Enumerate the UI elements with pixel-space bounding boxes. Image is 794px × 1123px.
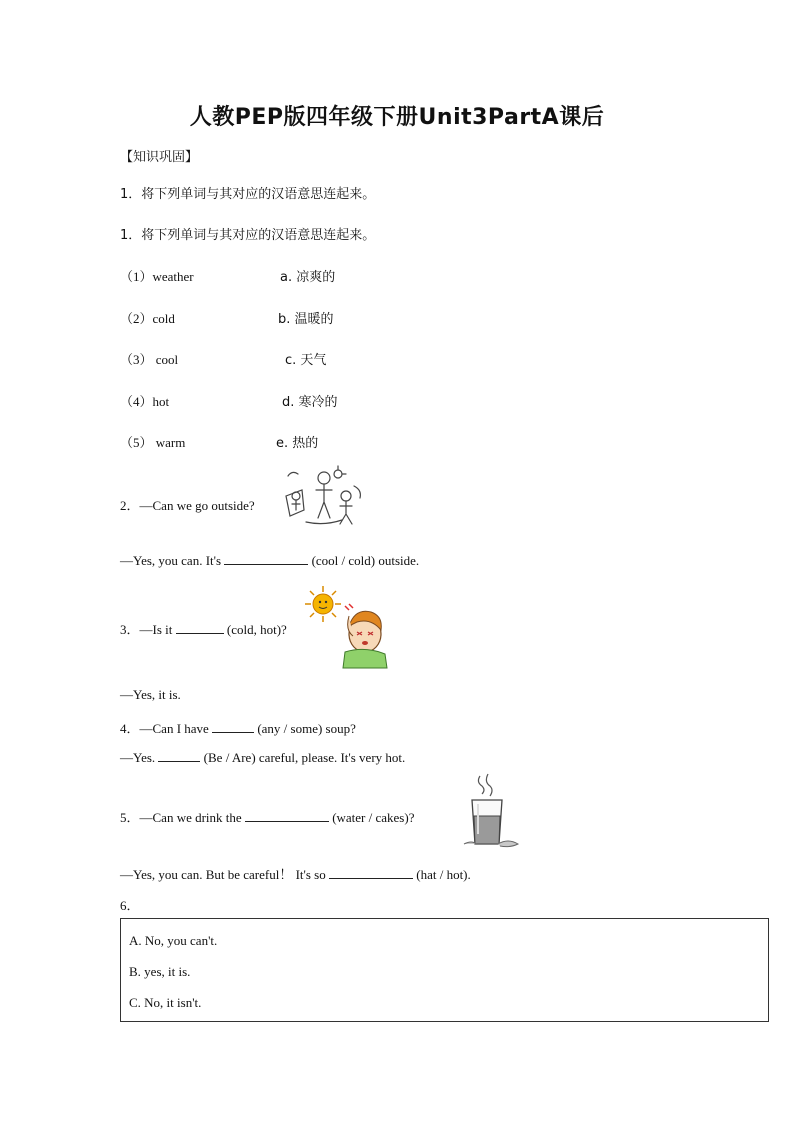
q5-options: (water / cakes)? — [332, 810, 415, 825]
q1-instruction-repeat: 1．将下列单词与其对应的汉语意思连起来。 — [120, 228, 376, 243]
q1-word-4: （4）hot — [120, 394, 170, 409]
q1-meaning-a: a. 凉爽的 — [280, 270, 336, 285]
q1-meaning-d: d. 寒冷的 — [282, 395, 338, 410]
sun-hot-boy-icon — [305, 586, 389, 668]
q6-options-box — [120, 918, 769, 1022]
q4-question-text: 4．—Can I have — [120, 721, 209, 736]
q2-answer-blank[interactable] — [224, 552, 308, 565]
q1-meaning-b: b. 温暖的 — [278, 312, 334, 327]
q1-word-1: （1）weather — [120, 269, 194, 284]
q6-option-b[interactable]: B. yes, it is. — [129, 964, 191, 979]
q1-meaning-e: e. 热的 — [276, 436, 319, 451]
q3-options: (cold, hot)? — [226, 622, 287, 637]
q6-option-a[interactable]: A. No, you can't. — [129, 933, 218, 948]
q2-answer-text: —Yes, you can. It's — [120, 553, 222, 568]
q5-answer — [120, 864, 471, 883]
q2-answer-options: (cool / cold) outside. — [311, 553, 420, 568]
q3-question-text: 3．—Is it — [120, 622, 173, 637]
q1-word-3: （3） cool — [120, 352, 179, 367]
q5-question — [120, 807, 414, 826]
q3-blank[interactable] — [176, 621, 224, 634]
q3-question — [120, 619, 287, 638]
q3-answer: —Yes, it is. — [120, 687, 181, 702]
q4-question — [120, 718, 356, 737]
q5-answer-text: —Yes, you can. But be careful！ It's so — [120, 867, 326, 882]
q5-question-text: 5．—Can we drink the — [120, 810, 242, 825]
q6-option-c[interactable]: C. No, it isn't. — [129, 995, 202, 1010]
children-playing-icon — [282, 466, 366, 528]
q4-answer-text: —Yes. — [120, 750, 156, 765]
q4-options: (any / some) soup? — [257, 721, 356, 736]
q5-blank-2[interactable] — [329, 866, 413, 879]
q4-answer-options: (Be / Are) careful, please. It's very hot. — [203, 750, 406, 765]
page-title: 人教PEP版四年级下册Unit3PartA课后 — [189, 105, 605, 130]
q6-number: 6． — [120, 898, 140, 913]
q5-blank-1[interactable] — [245, 809, 329, 822]
q4-blank-1[interactable] — [212, 720, 254, 733]
q1-word-5: （5） warm — [120, 435, 186, 450]
glass-of-water-icon — [462, 774, 520, 848]
q2-answer — [120, 552, 419, 569]
q5-answer-options: (hat / hot). — [416, 867, 471, 882]
q4-blank-2[interactable] — [158, 749, 200, 762]
q4-answer — [120, 749, 405, 766]
q1-word-2: （2）cold — [120, 311, 175, 326]
q1-instruction: 1．将下列单词与其对应的汉语意思连起来。 — [120, 187, 376, 202]
q2-question: 2．—Can we go outside? — [120, 498, 255, 513]
section-label: 【知识巩固】 — [120, 150, 199, 165]
q1-meaning-c: c. 天气 — [285, 353, 327, 368]
